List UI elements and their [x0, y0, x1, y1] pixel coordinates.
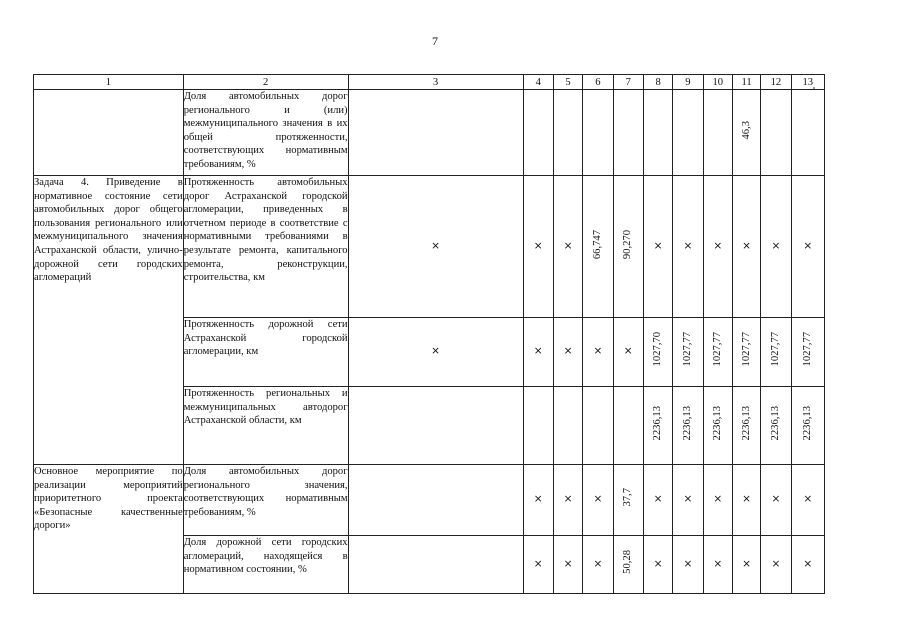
value-text: 1027,77: [681, 332, 693, 367]
table-row: [34, 90, 825, 176]
cross-cell: ×: [791, 465, 824, 536]
cross-cell: ×: [553, 176, 582, 318]
cross-cell: ×: [673, 465, 703, 536]
value-cell: [703, 387, 732, 465]
cross-cell: ×: [791, 176, 824, 318]
cross-cell: ×: [583, 536, 613, 594]
task-cell: Задача 4. Приведение в нормативное состояние сети автомобильных дорог общего пользования регионального или межмуниципального значения Астраханской области, улично-дорожной сети городских агломераций: [34, 176, 184, 465]
table-row: [34, 465, 825, 536]
cross-cell: ×: [553, 318, 582, 387]
value-cell: [761, 318, 791, 387]
empty-cell: [673, 90, 703, 176]
empty-cell: [348, 465, 523, 536]
header-cell: 11: [732, 75, 760, 90]
value-text: 46,3: [740, 120, 752, 140]
cross-cell: ×: [643, 465, 672, 536]
indicator-cell: Доля автомобильных дорог регионального и (или) межмуниципального значения в их общей протяженности, соответствующих нормативным требованиям, %: [183, 90, 348, 176]
cross-cell: ×: [553, 465, 582, 536]
value-cell: [732, 318, 760, 387]
value-text: 2236,13: [652, 405, 664, 441]
empty-cell: [583, 387, 613, 465]
empty-cell: [791, 90, 824, 176]
header-cell: 10: [703, 75, 732, 90]
value-text: 2236,13: [769, 405, 781, 441]
empty-cell: [348, 536, 523, 594]
indicator-cell: Протяженность автомобильных дорог Астраханской городской агломерации, приведенных в отчетном периоде в соответствие с нормативными требованиями в результате ремонта, капитального ремонта, реконструкции, строительства, км: [183, 176, 348, 318]
cross-cell: ×: [732, 536, 760, 594]
value-cell: [761, 387, 791, 465]
empty-cell: [34, 90, 184, 176]
cross-cell: ×: [643, 176, 672, 318]
value-cell: [643, 318, 672, 387]
empty-cell: [613, 90, 643, 176]
indicator-cell: Протяженность региональных и межмуниципальных автодорог Астраханской области, км: [183, 387, 348, 465]
cross-cell: ×: [791, 536, 824, 594]
cross-cell: ×: [583, 465, 613, 536]
value-text: 2236,13: [711, 405, 723, 441]
empty-cell: [348, 90, 523, 176]
value-cell: [613, 465, 643, 536]
value-text: 37,7: [622, 488, 634, 507]
indicator-cell: Доля автомобильных дорог регионального значения, соответствующих нормативным требованиям, %: [183, 465, 348, 536]
value-cell: [791, 387, 824, 465]
value-cell: [673, 318, 703, 387]
empty-cell: [523, 90, 553, 176]
cross-cell: ×: [643, 536, 672, 594]
header-cell: 5: [553, 75, 582, 90]
value-text: 1027,77: [801, 332, 813, 367]
cross-cell: ×: [673, 536, 703, 594]
cross-cell: ×: [703, 465, 732, 536]
value-text: 1027,77: [740, 332, 752, 367]
cross-cell: ×: [523, 318, 553, 387]
cross-cell: ×: [732, 176, 760, 318]
cross-cell: ×: [613, 318, 643, 387]
value-text: 1027,70: [652, 332, 664, 367]
header-cell: 3: [348, 75, 523, 90]
page-number: 7: [432, 34, 438, 48]
cross-cell: ×: [348, 318, 523, 387]
value-text: 1027,77: [769, 332, 781, 367]
value-cell: [673, 387, 703, 465]
value-cell: [732, 387, 760, 465]
cross-cell: ×: [703, 176, 732, 318]
empty-cell: [703, 90, 732, 176]
cross-cell: ×: [523, 536, 553, 594]
value-text: 2236,13: [681, 405, 693, 441]
cross-cell: ×: [673, 176, 703, 318]
indicators-table: [33, 74, 825, 594]
empty-cell: [348, 387, 523, 465]
cross-cell: ×: [523, 465, 553, 536]
cross-cell: ×: [348, 176, 523, 318]
cross-cell: ×: [761, 536, 791, 594]
cross-cell: ×: [761, 176, 791, 318]
value-text: 2236,13: [801, 405, 813, 441]
value-text: 90,270: [622, 229, 634, 259]
empty-cell: [583, 90, 613, 176]
event-cell: Основное мероприятие по реализации мероприятий приоритетного проекта «Безопасные качественные дороги»: [34, 465, 184, 594]
empty-cell: [613, 387, 643, 465]
header-cell: 4: [523, 75, 553, 90]
table-row: [34, 176, 825, 318]
header-cell: 8: [643, 75, 672, 90]
value-text: 1027,77: [711, 332, 723, 367]
cross-cell: ×: [583, 318, 613, 387]
header-cell: 12: [761, 75, 791, 90]
value-cell: [643, 387, 672, 465]
header-row: [34, 75, 825, 90]
value-cell: [703, 318, 732, 387]
value-text: 50,28: [622, 550, 634, 575]
cross-cell: ×: [761, 465, 791, 536]
header-cell: 1: [34, 75, 184, 90]
cross-cell: ×: [703, 536, 732, 594]
value-cell: [583, 176, 613, 318]
cross-cell: ×: [523, 176, 553, 318]
value-text: 66,747: [591, 229, 603, 259]
empty-cell: [761, 90, 791, 176]
empty-cell: [643, 90, 672, 176]
empty-cell: [553, 387, 582, 465]
header-cell: 13: [791, 75, 824, 90]
empty-cell: [553, 90, 582, 176]
indicator-cell: Протяженность дорожной сети Астраханской городской агломерации, км: [183, 318, 348, 387]
header-cell: 6: [583, 75, 613, 90]
indicator-cell: Доля дорожной сети городских агломераций, находящейся в нормативном состоянии, %: [183, 536, 348, 594]
cross-cell: ×: [732, 465, 760, 536]
value-cell: [732, 90, 760, 176]
header-cell: 7: [613, 75, 643, 90]
header-cell: 2: [183, 75, 348, 90]
value-cell: [613, 176, 643, 318]
header-cell: 9: [673, 75, 703, 90]
value-text: 2236,13: [740, 405, 752, 441]
value-cell: [791, 318, 824, 387]
value-cell: [613, 536, 643, 594]
empty-cell: [523, 387, 553, 465]
cross-cell: ×: [553, 536, 582, 594]
